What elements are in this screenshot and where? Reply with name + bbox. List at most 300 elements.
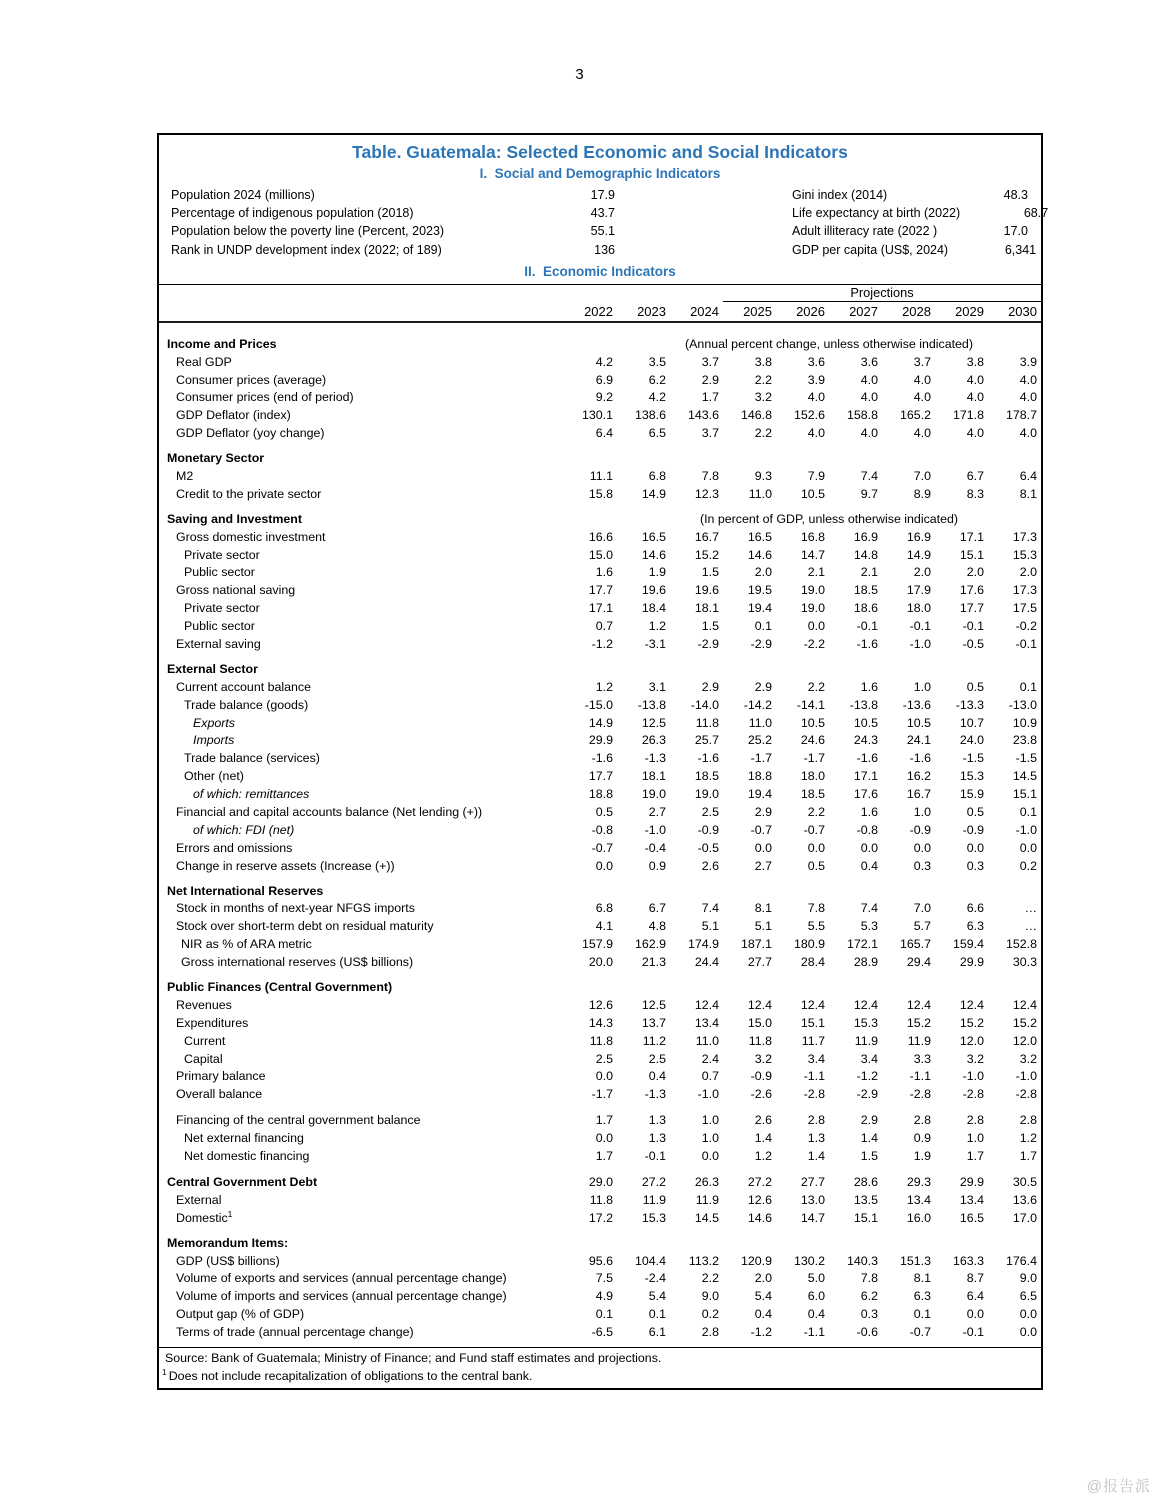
cell-value: 5.0 — [807, 1271, 825, 1286]
table-row — [159, 936, 1041, 954]
year-row-spacer — [159, 302, 564, 321]
cell-value: 7.4 — [701, 901, 719, 916]
econ-rows — [159, 323, 1041, 1347]
cell-value: 143.6 — [687, 408, 719, 423]
cell-value: 4.1 — [595, 919, 613, 934]
cell-value: 3.6 — [807, 354, 825, 369]
cell-value: 0.9 — [648, 858, 666, 873]
cell-value: 0.0 — [966, 840, 984, 855]
table-row — [159, 582, 1041, 600]
cell-value: 0.1 — [1019, 679, 1037, 694]
cell-value: 11.9 — [695, 1192, 719, 1207]
cell-value: 17.1 — [853, 769, 878, 784]
year-column-header: 2029 — [955, 303, 984, 319]
table-row — [159, 425, 1041, 443]
cell-value: 7.8 — [860, 1271, 878, 1286]
cell-value: 19.0 — [800, 601, 825, 616]
cell-value: 12.3 — [694, 486, 719, 501]
cell-value: 0.0 — [913, 840, 931, 855]
cell-value: -1.6 — [697, 751, 719, 766]
cell-value: 14.7 — [800, 547, 825, 562]
row-label: GDP (US$ billions) — [176, 1253, 280, 1268]
cell-value: 2.2 — [754, 372, 772, 387]
cell-value: 5.1 — [754, 919, 772, 934]
cell-value: 19.0 — [694, 787, 719, 802]
row-label: Volume of imports and services (annual percentage change) — [176, 1289, 507, 1304]
cell-value: 2.8 — [807, 1113, 825, 1128]
cell-value: -15.0 — [584, 697, 613, 712]
table-row — [159, 372, 1041, 390]
cell-value: 19.6 — [694, 583, 719, 598]
cell-value: 2.5 — [648, 1051, 666, 1066]
cell-value: 4.0 — [966, 372, 984, 387]
cell-value: 2.7 — [648, 805, 666, 820]
table-row — [159, 1086, 1041, 1104]
table-row — [159, 468, 1041, 486]
row-label: Public Finances (Central Government) — [167, 980, 393, 995]
cell-value: 2.9 — [754, 679, 772, 694]
cell-value: 6.4 — [966, 1289, 984, 1304]
table-row — [159, 979, 1041, 997]
row-label: Net domestic financing — [184, 1149, 310, 1164]
cell-value: 2.0 — [754, 1271, 772, 1286]
cell-value: 1.7 — [595, 1149, 613, 1164]
cell-value: 23.8 — [1012, 733, 1037, 748]
cell-value: 9.0 — [701, 1289, 719, 1304]
cell-value: 16.9 — [853, 529, 878, 544]
table-row — [159, 697, 1041, 715]
row-label: Trade balance (goods) — [184, 697, 309, 712]
row-label: Current account balance — [176, 679, 312, 694]
cell-value: -0.6 — [856, 1325, 878, 1340]
cell-value: -0.1 — [856, 619, 878, 634]
cell-value: 4.0 — [966, 426, 984, 441]
cell-value: 27.7 — [800, 1174, 825, 1189]
cell-value: 13.4 — [906, 1192, 931, 1207]
cell-value: 15.0 — [588, 547, 613, 562]
cell-value: 136 — [594, 242, 615, 257]
cell-value: 0.0 — [595, 1069, 613, 1084]
cell-value: 2.5 — [595, 1051, 613, 1066]
cell-value: 0.7 — [701, 1069, 719, 1084]
cell-value: -1.6 — [856, 637, 878, 651]
cell-value: 16.7 — [694, 529, 719, 544]
cell-value: 3.9 — [1019, 354, 1037, 369]
row-label: Volume of exports and services (annual percentage change) — [176, 1271, 507, 1286]
cell-value: 146.8 — [740, 408, 772, 423]
cell-value: -0.1 — [962, 1325, 984, 1340]
cell-value: 28.4 — [800, 955, 825, 970]
row-label: M2 — [176, 468, 194, 483]
cell-value: 24.6 — [800, 733, 825, 748]
cell-value: 6.8 — [595, 901, 613, 916]
cell-value: -13.8 — [637, 697, 666, 712]
cell-value: 3.8 — [754, 354, 772, 369]
cell-value: 2.0 — [754, 565, 772, 580]
cell-value: 15.1 — [853, 1210, 878, 1225]
unit-note: (Annual percent change, unless otherwise indicated) — [685, 336, 973, 351]
cell-value: 19.4 — [747, 787, 772, 802]
row-label: External saving — [176, 637, 261, 651]
row-label: Credit to the private sector — [176, 486, 322, 501]
footnote — [159, 1367, 1041, 1385]
row-label: Domestic$^1$ — [176, 1208, 233, 1225]
cell-value: 1.2 — [1019, 1131, 1037, 1146]
cell-value: 11.8 — [589, 1033, 613, 1048]
cell-value: 7.0 — [913, 468, 931, 483]
cell-value: 1.5 — [860, 1149, 878, 1164]
econ-header — [159, 284, 1041, 323]
cell-value: 2.9 — [754, 805, 772, 820]
cell-value: 8.1 — [913, 1271, 931, 1286]
footnote-text: Does not include recapitalization of obligations to the central bank. — [168, 1368, 533, 1383]
cell-value: 4.0 — [860, 426, 878, 441]
cell-value: 12.4 — [1012, 997, 1037, 1012]
spacer — [617, 222, 792, 240]
cell-value: -0.9 — [750, 1069, 772, 1084]
cell-value: 2.8 — [1019, 1113, 1037, 1128]
cell-value: 159.4 — [952, 937, 984, 952]
table-row — [159, 1068, 1041, 1086]
cell-value: -2.8 — [803, 1087, 825, 1102]
cell-value: 17.2 — [588, 1210, 613, 1225]
cell-value: 17.3 — [1012, 583, 1037, 598]
cell-value: -2.9 — [697, 637, 719, 651]
cell-value: 27.2 — [641, 1174, 666, 1189]
row-label: Output gap (% of GDP) — [176, 1307, 305, 1322]
table-row — [159, 1288, 1041, 1306]
cell-value: -1.0 — [697, 1087, 719, 1102]
cell-value: 0.0 — [1019, 1307, 1037, 1322]
cell-value: 17.6 — [853, 787, 878, 802]
table-title: Table. Guatemala: Selected Economic and Social Indicators — [352, 142, 848, 162]
cell-value: 43.7 — [590, 206, 615, 221]
table-row — [159, 804, 1041, 822]
cell-value: 157.9 — [581, 937, 613, 952]
row-label: Adult illiteracy rate (2022 ) — [792, 224, 938, 239]
cell-value: 55.1 — [590, 224, 615, 239]
cell-value: 0.2 — [1019, 858, 1037, 873]
cell-value: 12.6 — [588, 997, 613, 1012]
cell-value: 16.2 — [906, 769, 931, 784]
cell-value: 104.4 — [634, 1253, 666, 1268]
cell-value: 176.4 — [1005, 1253, 1037, 1268]
cell-value: 16.9 — [906, 529, 931, 544]
cell-value: 15.3 — [641, 1210, 666, 1225]
row-label: External Sector — [167, 661, 258, 676]
cell-value: -2.8 — [1015, 1087, 1037, 1102]
cell-value: 27.2 — [747, 1174, 772, 1189]
cell-value: 151.3 — [899, 1253, 931, 1268]
cell-value: 3.7 — [701, 354, 719, 369]
table-row — [159, 750, 1041, 768]
cell-value: 1.7 — [701, 390, 719, 405]
cell-value: 0.1 — [913, 1307, 931, 1322]
cell-value: -1.6 — [909, 751, 931, 766]
cell-value: 24.3 — [853, 733, 878, 748]
cell-value: 158.8 — [846, 408, 878, 423]
cell-value: -13.6 — [902, 697, 931, 712]
cell-value: 15.2 — [959, 1015, 984, 1030]
cell-value: 0.5 — [595, 805, 613, 820]
table-row — [159, 1130, 1041, 1148]
cell-value: 0.1 — [754, 619, 772, 634]
cell-value: 1.7 — [1019, 1149, 1037, 1164]
cell-value: -1.5 — [962, 751, 984, 766]
row-label: Revenues — [176, 997, 232, 1012]
cell-value: 162.9 — [634, 937, 666, 952]
cell-value: 13.7 — [641, 1015, 666, 1030]
cell-value: 14.9 — [588, 715, 613, 730]
cell-value: 12.4 — [906, 997, 931, 1012]
cell-value: 15.3 — [853, 1015, 878, 1030]
cell-value: 12.4 — [853, 997, 878, 1012]
cell-value: … — [1024, 919, 1037, 934]
cell-value: 0.0 — [595, 1131, 613, 1146]
cell-value: -1.3 — [644, 1087, 666, 1102]
cell-value: 3.9 — [807, 372, 825, 387]
row-label: Exports — [193, 715, 236, 730]
cell-value: 9.3 — [754, 468, 772, 483]
cell-value: 1.3 — [648, 1131, 666, 1146]
cell-value: 14.3 — [588, 1015, 613, 1030]
cell-value: 95.6 — [588, 1253, 613, 1268]
table-row — [159, 679, 1041, 697]
cell-value: 3.2 — [754, 390, 772, 405]
row-label: Public sector — [184, 565, 255, 580]
cell-value: 19.4 — [747, 601, 772, 616]
cell-value: 4.0 — [1019, 372, 1037, 387]
cell-value: 12.4 — [747, 997, 772, 1012]
spacer — [617, 186, 792, 204]
table-row — [159, 529, 1041, 547]
table-row — [159, 1033, 1041, 1051]
table-row — [159, 1253, 1041, 1271]
cell-value: 15.2 — [906, 1015, 931, 1030]
cell-value: -0.7 — [909, 1325, 931, 1340]
cell-value: 0.5 — [966, 679, 984, 694]
cell-value: 2.7 — [754, 858, 772, 873]
cell-value: 48.3 — [1003, 188, 1028, 202]
table-row — [159, 918, 1041, 936]
cell-value: 4.0 — [913, 390, 931, 405]
cell-value: -0.5 — [962, 637, 984, 651]
cell-value: 3.2 — [754, 1051, 772, 1066]
cell-value: 2.0 — [913, 565, 931, 580]
cell-value: 12.5 — [641, 997, 666, 1012]
table-row — [159, 840, 1041, 858]
cell-value: -13.0 — [1008, 697, 1037, 712]
cell-value: 6.2 — [860, 1289, 878, 1304]
table-row — [159, 883, 1041, 901]
cell-value: 13.4 — [959, 1192, 984, 1207]
row-label: Gross international reserves (US$ billions) — [181, 955, 414, 970]
cell-value: 1.2 — [595, 679, 613, 694]
cell-value: 0.4 — [754, 1307, 772, 1322]
cell-value: 12.4 — [959, 997, 984, 1012]
cell-value: 17.9 — [906, 583, 931, 598]
cell-value: -0.1 — [909, 619, 931, 634]
row-label: Errors and omissions — [176, 840, 293, 855]
cell-value: 17.7 — [588, 769, 613, 784]
cell-value: 174.9 — [687, 937, 719, 952]
cell-value: 1.0 — [701, 1113, 719, 1128]
table-row — [159, 1324, 1041, 1342]
cell-value: 7.4 — [860, 468, 878, 483]
cell-value: 25.7 — [694, 733, 719, 748]
cell-value: 17.3 — [1012, 529, 1037, 544]
cell-value: 6.0 — [807, 1289, 825, 1304]
cell-value: 6.7 — [648, 901, 666, 916]
cell-value: 0.0 — [860, 840, 878, 855]
cell-value: 0.0 — [701, 1149, 719, 1164]
cell-value: -0.8 — [591, 822, 613, 837]
cell-value: 11.8 — [748, 1033, 772, 1048]
table-row — [159, 547, 1041, 565]
cell-value: 4.0 — [966, 390, 984, 405]
cell-value: 4.0 — [1019, 426, 1037, 441]
cell-value: -13.3 — [955, 697, 984, 712]
row-label: Central Government Debt — [167, 1174, 318, 1189]
table-row — [159, 336, 1041, 354]
cell-value: -2.8 — [909, 1087, 931, 1102]
cell-value: 0.0 — [754, 840, 772, 855]
cell-value: 0.4 — [807, 1307, 825, 1322]
cell-value: 0.2 — [701, 1307, 719, 1322]
table-row — [159, 1270, 1041, 1288]
row-label: Stock over short-term debt on residual maturity — [176, 919, 434, 934]
source-note: Source: Bank of Guatemala; Ministry of Finance; and Fund staff estimates and projections. — [165, 1350, 662, 1365]
cell-value: 3.2 — [966, 1051, 984, 1066]
cell-value: 11.9 — [642, 1192, 666, 1207]
cell-value: 11.8 — [589, 1192, 613, 1207]
cell-value: 4.0 — [913, 426, 931, 441]
cell-value: 165.2 — [899, 408, 931, 423]
cell-value: -0.7 — [803, 822, 825, 837]
cell-value: 68.7 — [1023, 206, 1049, 221]
cell-value: 12.5 — [641, 715, 666, 730]
year-column-header: 2030 — [1008, 303, 1037, 319]
cell-value: -1.2 — [750, 1325, 772, 1340]
cell-value: 17.0 — [1012, 1210, 1037, 1225]
spacer — [617, 241, 792, 259]
row-label: NIR as % of ARA metric — [181, 937, 312, 952]
cell-value: -2.6 — [750, 1087, 772, 1102]
cell-value: 1.5 — [701, 619, 719, 634]
table-row — [159, 1148, 1041, 1166]
cell-value: 1.3 — [807, 1131, 825, 1146]
cell-value: 11.2 — [642, 1033, 666, 1048]
cell-value: 12.4 — [800, 997, 825, 1012]
table-row — [171, 241, 1037, 259]
table-row — [159, 900, 1041, 918]
cell-value: -0.9 — [962, 822, 984, 837]
cell-value: 3.6 — [860, 354, 878, 369]
table-row — [159, 997, 1041, 1015]
table-row — [159, 564, 1041, 582]
cell-value: 6.6 — [966, 901, 984, 916]
cell-value: 17.6 — [959, 583, 984, 598]
cell-value: 30.3 — [1012, 955, 1037, 970]
year-column-header: 2027 — [849, 303, 878, 319]
row-label: Saving and Investment — [167, 511, 302, 526]
cell-value: 2.5 — [701, 805, 719, 820]
row-label: Imports — [193, 733, 235, 748]
cell-value: 1.6 — [860, 679, 878, 694]
table-row — [159, 511, 1041, 529]
cell-value: 6.4 — [1019, 468, 1037, 483]
cell-value: 14.6 — [747, 547, 772, 562]
cell-value: 28.9 — [853, 955, 878, 970]
cell-value: 11.0 — [695, 1033, 719, 1048]
row-label: Gini index (2014) — [792, 188, 888, 202]
cell-value: 138.6 — [634, 408, 666, 423]
row-label: Monetary Sector — [167, 451, 265, 466]
cell-value: 178.7 — [1005, 408, 1037, 423]
cell-value: 27.7 — [747, 955, 772, 970]
cell-value: 18.6 — [853, 601, 878, 616]
footnote-ref-marker: 1 — [162, 1366, 167, 1377]
table-row — [159, 954, 1041, 972]
cell-value: -1.5 — [1015, 751, 1037, 766]
cell-value: 11.0 — [748, 486, 772, 501]
cell-value: 30.5 — [1012, 1174, 1037, 1189]
cell-value: 6.3 — [966, 919, 984, 934]
cell-value: 24.0 — [959, 733, 984, 748]
cell-value: 10.9 — [1012, 715, 1037, 730]
cell-value: 9.0 — [1019, 1271, 1037, 1286]
cell-value: 29.9 — [959, 955, 984, 970]
cell-value: 1.2 — [754, 1149, 772, 1164]
cell-value: 17.0 — [1003, 224, 1028, 239]
cell-value: 163.3 — [952, 1253, 984, 1268]
cell-value: 19.5 — [747, 583, 772, 598]
row-label: Change in reserve assets (Increase (+)) — [176, 858, 395, 873]
cell-value: 3.4 — [807, 1051, 825, 1066]
cell-value: 20.0 — [588, 955, 613, 970]
cell-value: 14.6 — [747, 1210, 772, 1225]
cell-value: -1.0 — [962, 1069, 984, 1084]
cell-value: 2.0 — [1019, 565, 1037, 580]
cell-value: 1.6 — [860, 805, 878, 820]
cell-value: 5.4 — [648, 1289, 666, 1304]
demographic-rows — [159, 185, 1049, 261]
cell-value: 4.0 — [807, 390, 825, 405]
cell-value: -0.9 — [697, 822, 719, 837]
cell-value: 29.0 — [588, 1174, 613, 1189]
row-label: Population below the poverty line (Percent, 2023) — [171, 224, 445, 239]
row-label: Overall balance — [176, 1087, 263, 1102]
cell-value: 4.0 — [913, 372, 931, 387]
row-label: Trade balance (services) — [184, 751, 320, 766]
cell-value: -14.2 — [743, 697, 772, 712]
cell-value: 4.0 — [807, 426, 825, 441]
cell-value: 0.0 — [807, 840, 825, 855]
cell-value: 1.0 — [913, 679, 931, 694]
cell-value: 2.9 — [701, 372, 719, 387]
cell-value: -0.1 — [644, 1149, 666, 1164]
row-label: Terms of trade (annual percentage change) — [176, 1325, 414, 1340]
cell-value: 171.8 — [952, 408, 984, 423]
cell-value: 17.1 — [959, 529, 984, 544]
cell-value: 9.7 — [860, 486, 878, 501]
cell-value: 11.1 — [589, 468, 613, 483]
page-number: 3 — [575, 66, 584, 83]
cell-value: -2.9 — [856, 1087, 878, 1102]
cell-value: 0.5 — [966, 805, 984, 820]
table-row — [159, 1210, 1041, 1228]
cell-value: 120.9 — [740, 1253, 772, 1268]
